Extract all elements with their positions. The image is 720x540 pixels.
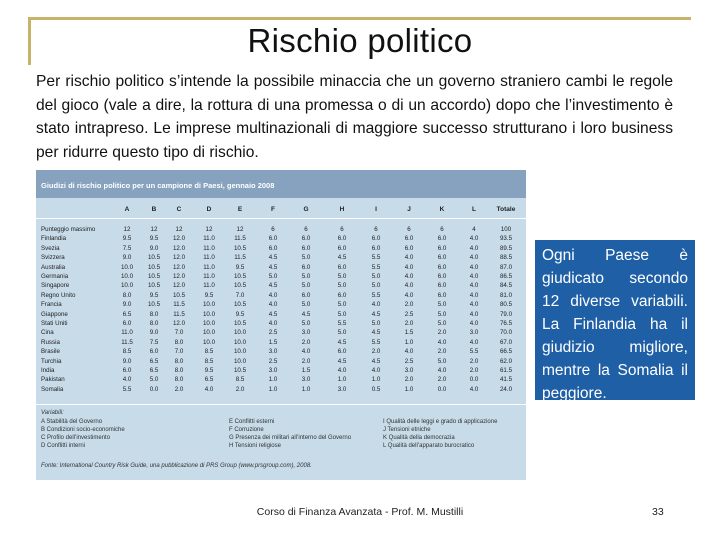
table-cell: 1.0 (268, 385, 278, 393)
table-cell: 6.0 (404, 235, 414, 243)
table-cell: 5.0 (337, 310, 347, 318)
source-prefix: Fonte: International Country Risk Guide, una pubblicazione di PRS Group (41, 463, 239, 469)
table-cell: 2.5 (268, 329, 278, 337)
table-cell: 4 (472, 226, 476, 233)
table-cell: 6.0 (337, 263, 347, 271)
table-cell: 66.5 (499, 348, 513, 356)
column-header: C (176, 206, 182, 213)
table-cell: 11.0 (203, 235, 215, 243)
source-link[interactable]: (www.prsgroup.com) (238, 463, 294, 469)
table-cell: 5.5 (122, 385, 132, 393)
table-cell: 89.5 (499, 244, 513, 252)
table-cell: 11.5 (234, 235, 246, 243)
table-cell: 5.0 (337, 301, 347, 309)
table-cell: 2.0 (404, 301, 414, 309)
table-cell: 67.0 (499, 338, 513, 346)
table-cell: 4.0 (469, 273, 479, 280)
table-cell: 12.0 (172, 282, 186, 290)
row-label: Singapore (41, 282, 70, 290)
header-divider (36, 218, 526, 219)
table-cell: 1.0 (301, 385, 311, 393)
table-cell: 4.5 (268, 310, 278, 318)
table-cell: 4.5 (268, 263, 278, 271)
variable-legend-item: D Conflitti interni (41, 443, 86, 449)
variable-legend-item: A Stabilità del Governo (41, 419, 103, 425)
table-cell: 10.5 (147, 301, 161, 309)
intro-bold-term: rischio politico (65, 73, 164, 90)
table-cell: 5.0 (337, 329, 347, 337)
table-cell: 6 (271, 226, 275, 233)
table-cell: 6.0 (337, 291, 347, 299)
table-cell: 6.0 (437, 282, 447, 290)
table-cell: 4.0 (469, 282, 479, 290)
table-cell: 3.0 (268, 348, 278, 356)
table-cell: 11.5 (121, 338, 133, 346)
table-cell: 12 (175, 226, 183, 233)
table-cell: 93.5 (499, 235, 513, 243)
table-cell: 9.0 (122, 301, 132, 309)
table-cell: 10.0 (202, 301, 216, 309)
table-cell: 10.5 (233, 367, 247, 374)
table-cell: 5.5 (371, 263, 381, 271)
table-cell: 8.0 (149, 310, 159, 318)
table-cell: 1.0 (404, 338, 414, 346)
table-cell: 3.0 (268, 367, 278, 374)
table-cell: 9.5 (204, 367, 214, 374)
row-label: Brasile (41, 348, 60, 356)
table-cell: 9.5 (149, 235, 159, 243)
row-label: Stati Uniti (41, 320, 68, 327)
table-cell: 10.5 (172, 291, 186, 299)
table-cell: 6.0 (437, 291, 447, 299)
table-cell: 4.0 (469, 385, 479, 393)
table-cell: 6.0 (371, 244, 381, 252)
table-cell: 5.0 (301, 254, 311, 262)
intro-rest: s’intende la possibile minaccia che un governo straniero cambi le regole del gioco (vale a dire, la rottura di una promessa o di un accordo) dopo che l’investimento è stato intrapreso. Le imprese multinazionali di maggiore successo strutturano i loro business per ridurre questo tipo di rischio. (36, 73, 673, 161)
table-cell: 2.0 (404, 376, 414, 384)
table-cell: 4.0 (437, 367, 447, 374)
table-cell: 4.5 (337, 254, 347, 262)
table-cell: 61.5 (499, 367, 513, 374)
table-cell: 2.0 (437, 348, 447, 356)
table-cell: 5.0 (301, 273, 311, 280)
table-cell: 11.5 (173, 301, 185, 309)
table-cell: 10.5 (233, 301, 247, 309)
source-suffix: , 2008. (293, 463, 312, 469)
table-cell: 8.5 (204, 357, 214, 365)
table-header-band (36, 170, 526, 198)
table-cell: 3.0 (404, 367, 414, 374)
table-cell: 5.5 (337, 320, 347, 327)
table-cell: 5.0 (301, 301, 311, 309)
column-header: K (439, 206, 445, 213)
table-cell: 12.0 (172, 273, 186, 280)
table-cell: 5.0 (337, 282, 347, 290)
table-cell: 9.0 (149, 329, 159, 337)
column-header: F (271, 206, 275, 213)
table-cell: 5.5 (371, 291, 381, 299)
table-cell: 87.0 (499, 263, 513, 271)
table-cell: 2.0 (404, 320, 414, 327)
table-cell: 76.5 (499, 320, 513, 327)
table-cell: 4.0 (469, 310, 479, 318)
table-cell: 10.0 (202, 320, 216, 327)
table-cell: 12.0 (172, 235, 186, 243)
table-cell: 8.0 (122, 291, 132, 299)
column-header: B (151, 206, 157, 213)
table-cell: 6.0 (301, 291, 311, 299)
table-cell: 4.5 (371, 357, 381, 365)
row-label: Somalia (41, 385, 64, 393)
table-cell: 5.0 (437, 310, 447, 318)
column-header: I (375, 206, 377, 213)
table-cell: 6.0 (149, 348, 159, 356)
table-cell: 4.0 (301, 348, 311, 356)
slide-frame-top (28, 17, 691, 20)
table-cell: 6.0 (437, 273, 447, 280)
table-cell: 4.0 (268, 320, 278, 327)
table-cell: 5.5 (371, 338, 381, 346)
table-cell: 9.5 (204, 291, 214, 299)
page-number: 33 (652, 506, 664, 518)
political-risk-table (36, 170, 526, 480)
table-source (41, 463, 312, 469)
table-cell: 6 (440, 226, 444, 233)
table-cell: 10.5 (147, 282, 161, 290)
table-cell: 5.0 (149, 376, 159, 384)
table-cell: 100 (500, 226, 512, 233)
table-cell: 6.5 (149, 367, 159, 374)
table-cell: 4.5 (337, 357, 347, 365)
table-cell: 6.0 (437, 244, 447, 252)
table-cell: 2.5 (268, 357, 278, 365)
table-cell: 10.0 (202, 338, 216, 346)
table-cell: 6.0 (371, 235, 381, 243)
column-header: Totale (496, 206, 516, 213)
table-cell: 10.5 (147, 254, 161, 262)
table-cell: 2.0 (174, 385, 184, 393)
table-cell: 4.5 (301, 310, 311, 318)
variable-legend-item: G Presenza dei militari all’interno del Governo (229, 435, 352, 441)
table-cell: 2.5 (404, 357, 414, 365)
table-cell: 1.0 (268, 376, 278, 384)
table-cell: 10.0 (233, 357, 247, 365)
table-cell: 4.0 (469, 291, 479, 299)
table-cell: 12.0 (172, 254, 186, 262)
column-header: J (407, 206, 411, 213)
table-cell: 4.0 (371, 301, 381, 309)
table-cell: 6.0 (337, 235, 347, 243)
table-cell: 6.0 (337, 244, 347, 252)
table-cell: 6.0 (301, 235, 311, 243)
variable-legend-item: I Qualità delle leggi e grado di applicazione (383, 419, 498, 425)
table-notes (41, 410, 521, 480)
footer-course: Corso di Finanza Avanzata - Prof. M. Mustilli (256, 506, 464, 518)
table-cell: 4.0 (337, 367, 347, 374)
table-cell: 4.0 (404, 263, 414, 271)
table-cell: 5.0 (437, 357, 447, 365)
table-cell: 12 (123, 226, 131, 233)
table-cell: 5.0 (437, 320, 447, 327)
table-cell: 12 (236, 226, 244, 233)
table-cell: 6 (340, 226, 344, 233)
table-cell: 5.0 (371, 320, 381, 327)
table-cell: 4.0 (404, 348, 414, 356)
table-cell: 8.0 (174, 357, 184, 365)
table-cell: 4.5 (337, 338, 347, 346)
table-cell: 1.0 (371, 376, 381, 384)
table-cell: 11.0 (203, 273, 215, 280)
variable-legend-item: H Tensioni religiose (229, 443, 281, 449)
table-cell: 9.5 (235, 310, 245, 318)
table-cell: 8.0 (149, 320, 159, 327)
table-cell: 81.0 (499, 291, 513, 299)
table-cell: 4.0 (404, 273, 414, 280)
table-cell: 3.0 (469, 329, 479, 337)
table-cell: 10.5 (233, 273, 247, 280)
row-label: Cina (41, 329, 54, 337)
table-cell: 2.5 (404, 310, 414, 318)
table-cell: 0.0 (469, 376, 479, 384)
variable-legend-item: C Profilo dell’investimento (41, 435, 111, 441)
table-cell: 3.0 (337, 385, 347, 393)
table-cell: 2.0 (437, 376, 447, 384)
table-cell: 7.0 (174, 348, 184, 356)
table-cell: 11.5 (173, 310, 185, 318)
table-cell: 12 (205, 226, 213, 233)
table-cell: 11.0 (121, 329, 133, 337)
table-cell: 10.0 (120, 273, 134, 280)
variable-legend-item: J Tensioni etniche (383, 427, 431, 433)
table-cell: 9.0 (149, 244, 159, 252)
table-cell: 4.0 (204, 385, 214, 393)
table-cell: 11.0 (203, 263, 215, 271)
column-header: A (124, 206, 130, 213)
table-cell: 4.0 (469, 338, 479, 346)
slide-title: Rischio politico (247, 22, 473, 59)
intro-paragraph (36, 70, 673, 164)
table-cell: 10.5 (233, 244, 247, 252)
table-cell: 4.5 (371, 310, 381, 318)
callout-box (535, 240, 695, 400)
row-label: Turchia (41, 357, 62, 365)
table-cell: 4.0 (469, 235, 479, 243)
table-cell: 8.0 (174, 338, 184, 346)
table-cell: 1.5 (404, 329, 414, 337)
table-cell: 6.0 (437, 254, 447, 262)
table-cell: 12.0 (172, 320, 186, 327)
column-header: G (303, 206, 309, 213)
table-cell: 4.0 (437, 338, 447, 346)
table-cell: 1.0 (337, 376, 347, 384)
table-cell: 4.0 (268, 291, 278, 299)
table-cell: 10.0 (120, 263, 134, 271)
callout-text: Ogni Paese è giudicato secondo 12 diverse variabili. La Finlandia ha il giudizio migliore, mentre la Somalia il peggiore. (542, 247, 688, 402)
table-cell: 84.5 (499, 282, 513, 290)
table-cell: 5.0 (371, 282, 381, 290)
table-cell: 5.0 (301, 282, 311, 290)
table-cell: 12 (150, 226, 158, 233)
table-cell: 6.0 (301, 244, 311, 252)
table-caption: Giudizi di rischio politico per un campione di Paesi, gennaio 2008 (41, 181, 275, 190)
table-cell: 6.0 (437, 235, 447, 243)
table-cell: 8.0 (174, 376, 184, 384)
table-cell: 6.0 (268, 244, 278, 252)
table-cell: 6 (407, 226, 411, 233)
table-cell: 4.0 (469, 244, 479, 252)
table-cell: 4.0 (404, 291, 414, 299)
table-cell: 4.0 (469, 263, 479, 271)
table-cell: 6.0 (122, 320, 132, 327)
table-cell: 6.0 (301, 263, 311, 271)
table-cell: 2.0 (301, 357, 311, 365)
table-cell: 41.5 (499, 376, 513, 384)
table-cell: 6.0 (404, 244, 414, 252)
table-cell: 2.0 (469, 357, 479, 365)
table-cell: 5.0 (268, 273, 278, 280)
table-cell: 7.5 (122, 244, 132, 252)
table-cell: 2.0 (235, 385, 245, 393)
table-cell: 70.0 (499, 329, 513, 337)
table-cell: 10.0 (233, 338, 247, 346)
table-cell: 10.0 (233, 348, 247, 356)
table-cell: 5.5 (371, 254, 381, 262)
table-cell: 6.0 (437, 263, 447, 271)
table-cell: 3.0 (301, 329, 311, 337)
table-cell: 4.0 (469, 254, 479, 262)
table-cell: 4.0 (404, 282, 414, 290)
table-cell: 10.0 (202, 329, 216, 337)
variable-legend-item: K Qualità della democrazia (383, 435, 455, 441)
table-cell: 5.5 (469, 348, 479, 356)
table-cell: 0.0 (149, 385, 159, 393)
table-cell: 11.0 (203, 282, 215, 290)
table-cell: 6.0 (337, 348, 347, 356)
table-cell: 4.0 (404, 254, 414, 262)
column-header: L (472, 206, 476, 213)
table-cell: 9.5 (122, 235, 132, 243)
row-label: India (41, 367, 55, 374)
table-cell: 62.0 (499, 357, 513, 365)
table-cell: 8.5 (204, 348, 214, 356)
table-cell: 11.0 (203, 244, 215, 252)
table-cell: 7.0 (174, 329, 184, 337)
table-cell: 9.0 (122, 254, 132, 262)
table-cell: 11.0 (203, 254, 215, 262)
table-cell: 9.5 (235, 263, 245, 271)
table-cell: 8.0 (174, 367, 184, 374)
variable-legend-item: L Qualità dell’apparato burocratico (383, 443, 475, 449)
table-cell: 4.0 (371, 367, 381, 374)
table-cell: 10.5 (147, 273, 161, 280)
table-cell: 9.5 (149, 291, 159, 299)
table-cell: 6.0 (268, 235, 278, 243)
table-cell: 1.5 (268, 338, 278, 346)
row-label: Finlandia (41, 235, 67, 243)
table-cell: 5.0 (301, 320, 311, 327)
column-header: D (206, 206, 212, 213)
table-cell: 1.0 (404, 385, 414, 393)
table-cell: 24.0 (499, 385, 513, 393)
table-cell: 7.0 (235, 291, 245, 299)
table-cell: 4.5 (268, 254, 278, 262)
table-cell: 5.0 (371, 273, 381, 280)
table-cell: 12.0 (172, 244, 186, 252)
table-cell: 6.5 (122, 310, 132, 318)
table-cell: 80.5 (499, 301, 513, 309)
table-cell: 10.5 (233, 320, 247, 327)
row-label: Russia (41, 338, 60, 346)
table-cell: 4.5 (268, 282, 278, 290)
table-cell: 2.0 (437, 329, 447, 337)
table-cell: 8.5 (235, 376, 245, 384)
table-cell: 79.0 (499, 310, 513, 318)
table-cell: 2.0 (469, 367, 479, 374)
notes-divider (36, 404, 526, 405)
table-cell: 1.5 (301, 367, 311, 374)
table-cell: 6.0 (122, 367, 132, 374)
row-label: Germania (41, 273, 69, 280)
variable-legend-item: F Corruzione (229, 427, 264, 433)
variables-title: Variabili: (41, 410, 64, 416)
row-label: Giappone (41, 310, 68, 318)
table-cell: 6.5 (204, 376, 214, 384)
table-cell: 4.0 (268, 301, 278, 309)
table-cell: 6 (374, 226, 378, 233)
table-cell: 7.5 (149, 338, 159, 346)
table-cell: 10.0 (120, 282, 134, 290)
table-cell: 2.0 (301, 338, 311, 346)
variable-legend-item: B Condizioni socio-economiche (41, 427, 125, 433)
table-cell: 4.0 (469, 301, 479, 309)
table-cell: 10.0 (233, 329, 247, 337)
table-cell: 10.5 (233, 282, 247, 290)
table-cell: 11.5 (234, 254, 246, 262)
table-cell: 0.5 (371, 385, 381, 393)
table-cell: 9.0 (122, 357, 132, 365)
table-cell: 86.5 (499, 273, 513, 280)
table-cell: 3.0 (301, 376, 311, 384)
column-header: E (237, 206, 243, 213)
table-cell: 0.0 (437, 385, 447, 393)
column-header: H (339, 206, 345, 213)
variable-legend-item: E Conflitti esterni (229, 419, 275, 425)
table-cell: 10.0 (202, 310, 216, 318)
table-cell: 6 (304, 226, 308, 233)
table-cell: 2.0 (371, 348, 381, 356)
table-cell: 8.5 (122, 348, 132, 356)
row-label: Svezia (41, 244, 60, 252)
table-cell: 4.0 (469, 320, 479, 327)
row-label: Australia (41, 263, 66, 271)
table-cell: 10.5 (147, 263, 161, 271)
intro-lead: Per (36, 73, 66, 90)
table-cell: 6.5 (149, 357, 159, 365)
row-label: Svizzera (41, 254, 65, 262)
table-cell: 4.0 (122, 376, 132, 384)
row-label: Francia (41, 301, 62, 309)
row-label: Punteggio massimo (41, 226, 96, 233)
table-cell: 88.5 (499, 254, 513, 262)
row-label: Pakistan (41, 376, 65, 384)
table-cell: 5.0 (437, 301, 447, 309)
table-cell: 5.0 (337, 273, 347, 280)
row-label: Regno Unito (41, 291, 76, 299)
table-cell: 4.5 (371, 329, 381, 337)
table-cell: 12.0 (172, 263, 186, 271)
